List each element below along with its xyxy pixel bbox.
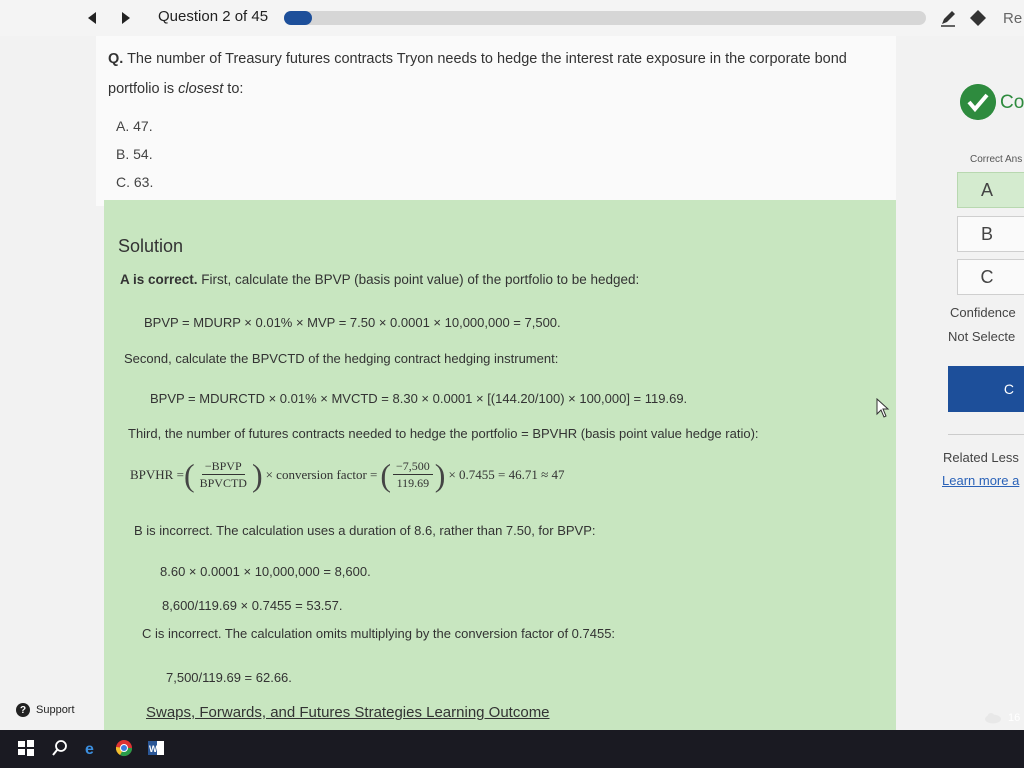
status-word: Co bbox=[1000, 92, 1024, 113]
fraction-numerator: −7,500 bbox=[393, 458, 433, 475]
next-arrow-icon[interactable] bbox=[118, 9, 134, 27]
svg-text:W: W bbox=[149, 744, 158, 754]
related-lessons-label: Related Less bbox=[943, 450, 1019, 465]
review-button[interactable]: Re bbox=[1003, 10, 1023, 27]
previous-arrow-icon[interactable] bbox=[84, 9, 100, 27]
question-panel bbox=[96, 36, 896, 206]
confidence-label: Confidence bbox=[950, 305, 1016, 320]
edge-browser-icon[interactable] bbox=[82, 738, 102, 758]
fraction-bpv bbox=[197, 458, 250, 491]
third-step-line: Third, the number of futures contracts needed to hedge the portfolio = BPVHR (basis point value hedge ratio): bbox=[128, 426, 759, 441]
windows-start-icon[interactable] bbox=[16, 738, 36, 758]
confidence-value: Not Selecte bbox=[948, 329, 1016, 344]
progress-bar bbox=[284, 11, 926, 25]
support-button[interactable] bbox=[16, 703, 75, 717]
solution-title: Solution bbox=[118, 236, 184, 256]
option-a[interactable]: A. 47. bbox=[116, 118, 153, 134]
fraction-denominator: 119.69 bbox=[396, 476, 430, 490]
search-icon[interactable] bbox=[50, 738, 70, 758]
progress-fill bbox=[284, 11, 312, 25]
a-intro: First, calculate the BPVP (basis point value) of the portfolio to be hedged: bbox=[197, 272, 640, 287]
hr-lhs: BPVHR = bbox=[130, 466, 184, 482]
svg-text:e: e bbox=[85, 741, 94, 758]
weather-temperature: 16 bbox=[1008, 712, 1021, 724]
fraction-numerator: −BPVP bbox=[202, 458, 245, 475]
hr-mid: × conversion factor = bbox=[265, 466, 378, 482]
b-calc-2: 8,600/119.69 × 0.7455 = 53.57. bbox=[162, 598, 343, 613]
bpv-p-formula: BPVP = MDURP × 0.01% × MVP = 7.50 × 0.0001 × 10,000,000 = 7,500. bbox=[144, 315, 561, 330]
solution-panel bbox=[104, 200, 896, 730]
continue-button[interactable]: C bbox=[948, 366, 1024, 412]
question-text bbox=[108, 44, 888, 104]
question-text-part2: to: bbox=[223, 81, 244, 97]
second-step-line: Second, calculate the BPVCTD of the hedging contract hedging instrument: bbox=[124, 351, 559, 366]
pencil-icon[interactable] bbox=[938, 8, 958, 28]
question-counter: Question 2 of 45 bbox=[158, 8, 269, 25]
option-b[interactable]: B. 54. bbox=[116, 146, 153, 162]
help-icon: ? bbox=[16, 703, 30, 717]
answer-box-a[interactable]: A bbox=[957, 172, 1024, 208]
b-incorrect-line: B is incorrect. The calculation uses a duration of 8.6, rather than 7.50, for BPVP: bbox=[134, 523, 596, 538]
learning-outcome-link[interactable]: Swaps, Forwards, and Futures Strategies Learning Outcome bbox=[146, 704, 550, 721]
answer-box-b[interactable]: B bbox=[957, 216, 1024, 252]
learn-more-link[interactable]: Learn more a bbox=[942, 473, 1020, 488]
left-paren: ( bbox=[183, 456, 195, 493]
divider bbox=[948, 434, 1024, 435]
c-incorrect-line: C is incorrect. The calculation omits multiplying by the conversion factor of 0.7455: bbox=[142, 626, 616, 641]
word-app-icon[interactable] bbox=[146, 738, 166, 758]
c-calc-1: 7,500/119.69 = 62.66. bbox=[166, 670, 292, 685]
bpv-ctd-formula: BPVP = MDURCTD × 0.01% × MVCTD = 8.30 × 0.0001 × [(144.20/100) × 100,000] = 119.69. bbox=[150, 391, 688, 406]
right-paren: ) bbox=[251, 456, 263, 493]
support-label: Support bbox=[36, 704, 75, 716]
hr-rhs: × 0.7455 = 46.71 ≈ 47 bbox=[448, 466, 565, 482]
a-correct-line bbox=[120, 272, 639, 287]
hedge-ratio-formula bbox=[130, 458, 565, 491]
mouse-cursor-icon bbox=[876, 398, 890, 418]
correct-answer-label: Correct Ans bbox=[970, 154, 1023, 165]
option-c[interactable]: C. 63. bbox=[116, 174, 154, 190]
top-bar bbox=[0, 0, 1024, 36]
right-panel bbox=[940, 36, 1024, 730]
a-correct-bold: A is correct. bbox=[120, 272, 198, 287]
question-text-italic: closest bbox=[178, 81, 224, 97]
right-paren: ) bbox=[434, 456, 446, 493]
chrome-browser-icon[interactable] bbox=[114, 738, 134, 758]
fraction-denominator: BPVCTD bbox=[199, 476, 247, 490]
weather-widget[interactable] bbox=[984, 712, 1020, 724]
question-prefix: Q. bbox=[108, 51, 124, 67]
answer-box-c[interactable]: C bbox=[957, 259, 1024, 295]
b-calc-1: 8.60 × 0.0001 × 10,000,000 = 8,600. bbox=[160, 564, 371, 579]
cloud-icon bbox=[984, 712, 1002, 724]
eraser-icon[interactable] bbox=[968, 8, 988, 28]
check-circle-icon bbox=[960, 84, 996, 120]
fraction-values bbox=[393, 458, 433, 491]
left-paren: ( bbox=[380, 456, 392, 493]
question-text-part1: The number of Treasury futures contracts Tryon needs to hedge the interest rate exposure in the corporate bond portfolio is bbox=[108, 51, 847, 97]
